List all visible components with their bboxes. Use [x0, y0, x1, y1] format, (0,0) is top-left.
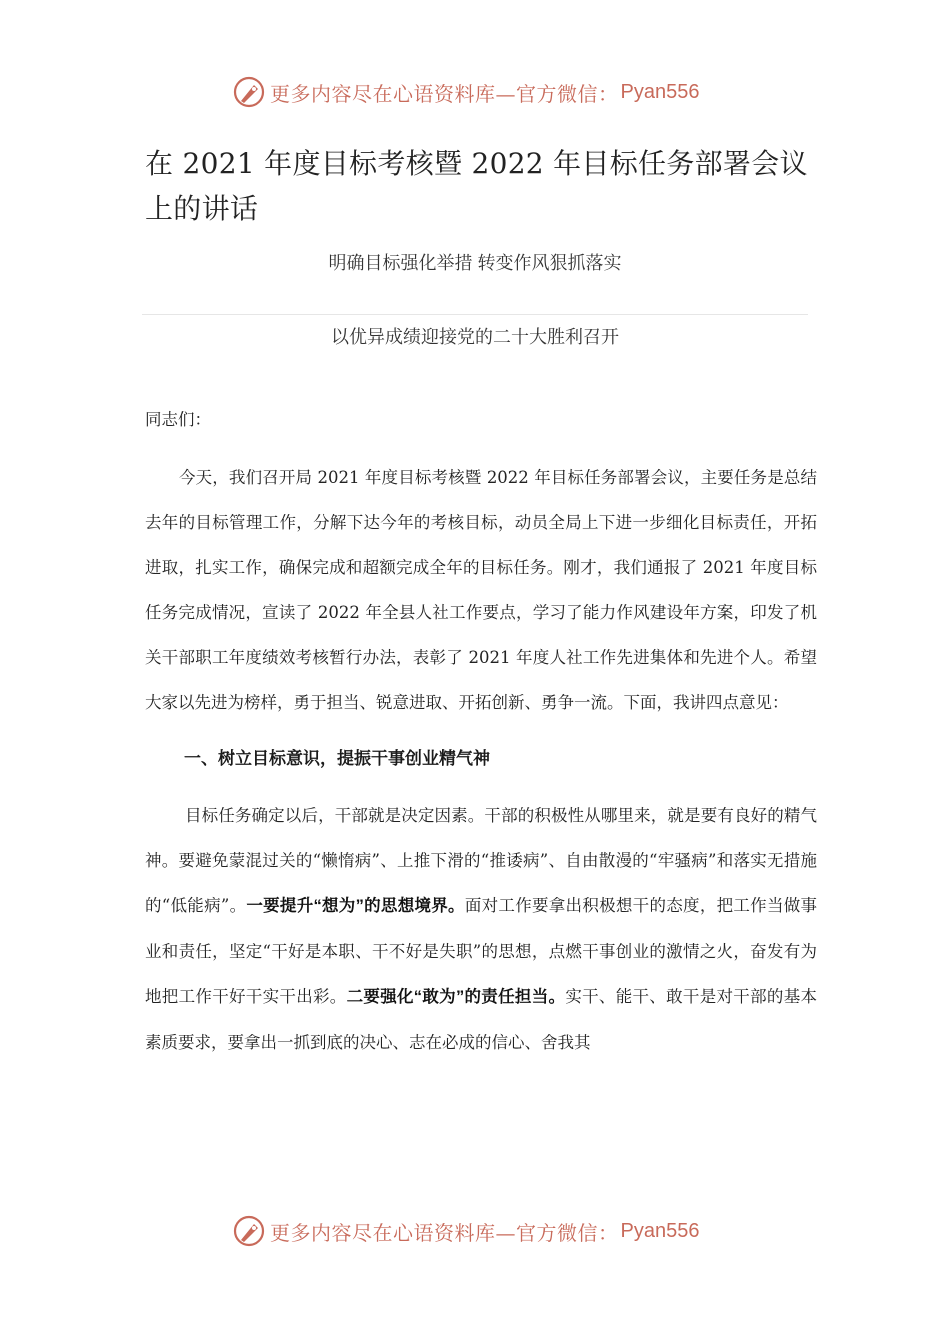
section-1-text-part-1: 目标任务确定以后，干部就是决定因素。干部的积极性从哪里来，就是要有良好的精气神。要避免蒙混过关的“懒惰病”、上推下滑的“推诿病”、自由散漫的“牢骚病”和落实无措施的“低能病”。: [145, 806, 817, 915]
subtitle-secondary: 以优异成绩迎接党的二十大胜利召开: [331, 327, 619, 347]
header-watermark-banner: [232, 74, 732, 110]
section-1-text-part-3: 实干、能干、敢干是对干部的基本素质要求，要拿出一抓到底的决心、志在必成的信心、舍我其: [145, 987, 818, 1052]
section-1-bold-point-2: 二要强化“敢为”的责任担当。: [346, 988, 566, 1006]
footer-watermark-banner: [232, 1213, 732, 1249]
banner-wechat-id: Pyan556: [620, 1219, 700, 1242]
section-1-text-part-2: 面对工作要拿出积极想干的态度，把工作当做事业和责任，坚定“干好是本职、干不好是失职”的思想，点燃干事创业的激情之火，奋发有为地把工作干好干实干出彩。: [145, 896, 818, 1006]
banner-text: 更多内容尽在心语资料库—官方微信：: [270, 1220, 619, 1245]
intro-paragraph: 今天，我们召开局 2021 年度目标考核暨 2022 年目标任务部署会议，主要任务是总结去年的目标管理工作，分解下达今年的考核目标，动员全局上下进一步细化目标责任，开拓进取，扎实工作，确保完成和超额完成全年的目标任务。刚才，我们通报了 2021 年度目标任务完成情况，宣读了 2022 年全县人社工作要点，学习了能力作风建设年方案，印发了机关干部职工年度绩效考核暂行办法，表彰了 2021 年度人社工作先进集体和先进个人。希望大家以先进为榜样，勇于担当、锐意进取、开拓创新、勇争一流。下面，我讲四点意见：: [145, 468, 817, 712]
subtitle-primary: 明确目标强化举措 转变作风狠抓落实: [328, 253, 622, 273]
section-1-paragraph: [145, 793, 817, 1065]
pen-nib-logo-icon: [232, 75, 266, 109]
banner-text: 更多内容尽在心语资料库—官方微信：: [270, 81, 619, 106]
pen-nib-logo-icon: [232, 1214, 266, 1248]
greeting: 同志们：: [145, 410, 211, 429]
divider-line: [142, 314, 808, 315]
banner-wechat-id: Pyan556: [620, 80, 700, 103]
document-title: 在 2021 年度目标考核暨 2022 年目标任务部署会议上的讲话: [145, 147, 808, 225]
section-1-bold-point-1: 一要提升“想为”的思想境界。: [246, 897, 465, 915]
section-heading-1: 一、树立目标意识，提振干事创业精气神: [184, 749, 490, 768]
